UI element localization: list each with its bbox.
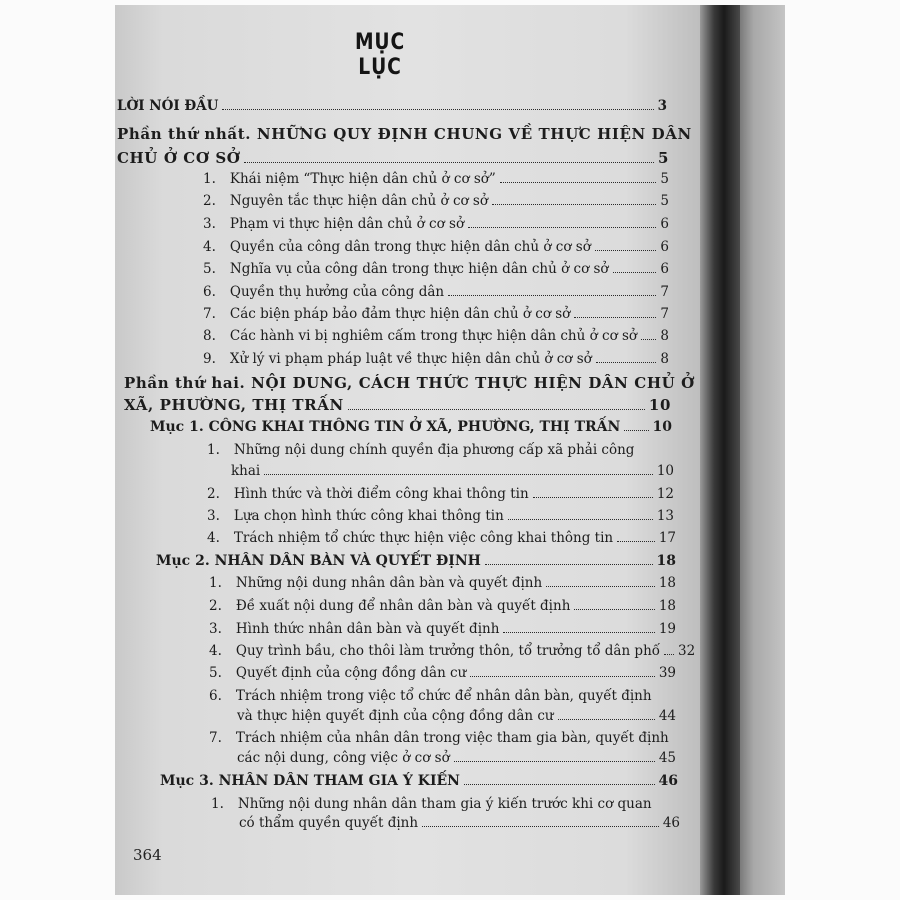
toc-page-number: 5 [660,193,669,209]
toc-page-number: 45 [658,750,676,766]
toc-page-number: 46 [658,773,678,789]
item-label: Quyền của công dân trong thực hiện dân chủ ở cơ sở [229,239,591,255]
toc-page-number: 7 [660,306,669,322]
leader-dots [546,586,655,587]
toc-entry-intro[interactable] [117,98,667,114]
toc-item[interactable] [209,730,679,746]
item-number: 2. [209,598,222,614]
item-number: 9. [203,351,216,367]
item-label: Những nội dung nhân dân bàn và quyết định [235,575,543,591]
toc-item-continuation[interactable] [237,708,676,724]
leader-dots [617,541,655,542]
item-number: 8. [203,328,216,344]
toc-item[interactable] [203,328,669,344]
leader-dots [533,497,653,498]
toc-item[interactable] [203,171,669,187]
item-number: 5. [209,665,222,681]
toc-part-heading: Phần thứ nhất. NHỮNG QUY ĐỊNH CHUNG VỀ THỰC HIỆN DÂN [117,125,692,143]
item-number: 3. [207,508,220,524]
toc-page-number: 6 [660,261,669,277]
toc-item[interactable] [207,508,674,524]
item-label-cont: khai [231,463,261,479]
toc-item[interactable] [203,216,669,232]
item-label: Trách nhiệm tổ chức thực hiện việc công khai thông tin [233,530,614,546]
item-label: Hình thức nhân dân bàn và quyết định [235,621,500,637]
item-number: 4. [207,530,220,546]
leader-dots [222,109,653,110]
item-label: Những nội dung chính quyền địa phương cấp xã phải công [233,442,635,458]
item-label: Quyết định của cộng đồng dân cư [235,665,467,681]
toc-part1-line2[interactable] [117,149,669,167]
toc-item-continuation[interactable] [239,815,680,831]
item-label: Xử lý vi phạm pháp luật về thực hiện dân chủ ở cơ sở [229,351,592,367]
item-number: 7. [203,306,216,322]
item-number: 6. [209,688,222,704]
toc-part-heading-cont: CHỦ Ở CƠ SỞ [117,149,241,167]
leader-dots [613,272,657,273]
toc-item[interactable] [211,796,681,812]
toc-item[interactable] [203,261,669,277]
toc-page-number: 18 [658,598,676,614]
item-label-cont: các nội dung, công việc ở cơ sở [237,750,450,766]
toc-page-number: 44 [658,708,676,724]
toc-page-number: 18 [656,553,676,569]
toc-section-heading: Mục 2. NHÂN DÂN BÀN VÀ QUYẾT ĐỊNH [156,553,481,569]
item-label: Các hành vi bị nghiêm cấm trong thực hiện dân chủ ở cơ sở [229,328,638,344]
toc-part-heading-cont: XÃ, PHƯỜNG, THỊ TRẤN [124,396,344,414]
toc-item[interactable] [209,643,696,659]
toc-item[interactable] [209,621,676,637]
toc-page-number: 8 [660,351,669,367]
leader-dots [485,564,653,565]
item-number: 2. [203,193,216,209]
leader-dots [558,719,655,720]
toc-item[interactable] [203,239,669,255]
toc-page-number: 46 [662,815,680,831]
toc-page-number: 17 [658,530,676,546]
leader-dots [422,826,659,827]
item-number: 4. [203,239,216,255]
book-gutter [700,5,740,895]
leader-dots [503,632,654,633]
item-label: Quy trình bầu, cho thôi làm trưởng thôn, tổ trưởng tổ dân phố [235,643,661,659]
toc-item[interactable] [207,442,677,458]
toc-page-number: 12 [656,486,674,502]
leader-dots [508,519,653,520]
item-number: 6. [203,284,216,300]
toc-entry-label: LỜI NÓI ĐẦU [117,98,219,114]
item-number: 3. [203,216,216,232]
item-number: 1. [209,575,222,591]
toc-section-muc3[interactable] [160,773,678,789]
toc-item[interactable] [209,688,679,704]
toc-page-number: 10 [648,396,671,414]
item-number: 1. [207,442,220,458]
toc-section-heading: Mục 1. CÔNG KHAI THÔNG TIN Ở XÃ, PHƯỜNG, THỊ TRẤN [150,419,621,435]
toc-page-number: 32 [678,643,696,659]
leader-dots [348,409,645,410]
leader-dots [500,182,657,183]
leader-dots [624,430,648,431]
item-label: Quyền thụ hưởng của công dân [229,284,445,300]
item-label: Trách nhiệm của nhân dân trong việc tham gia bàn, quyết định [235,730,669,746]
item-number: 3. [209,621,222,637]
toc-page-number: 10 [656,463,674,479]
leader-dots [464,784,655,785]
page-number: 364 [133,846,162,864]
leader-dots [574,317,656,318]
item-label: Hình thức và thời điểm công khai thông tin [233,486,529,502]
item-number: 7. [209,730,222,746]
toc-item[interactable] [203,284,669,300]
leader-dots [641,339,656,340]
leader-dots [468,227,656,228]
toc-item[interactable] [203,306,669,322]
leader-dots [595,250,657,251]
toc-item-continuation[interactable] [231,463,674,479]
item-label: Nghĩa vụ của công dân trong thực hiện dân chủ ở cơ sở [229,261,609,277]
item-number: 5. [203,261,216,277]
leader-dots [596,362,657,363]
toc-item[interactable] [209,598,676,614]
toc-part1-line1[interactable] [117,125,692,143]
leader-dots [492,204,656,205]
page-title: MỤC LỤC [354,30,406,80]
toc-section-muc1[interactable] [150,419,672,435]
toc-page-number: 7 [660,284,669,300]
toc-page-number: 8 [660,328,669,344]
toc-item-continuation[interactable] [237,750,676,766]
toc-section-muc2[interactable] [156,553,676,569]
leader-dots [664,654,674,655]
item-number: 2. [207,486,220,502]
toc-page-number: 10 [652,419,672,435]
toc-page-number: 39 [658,665,676,681]
toc-page-number: 19 [658,621,676,637]
item-label: Đề xuất nội dung để nhân dân bàn và quyết định [235,598,571,614]
item-number: 1. [203,171,216,187]
item-label: Khái niệm “Thực hiện dân chủ ở cơ sở” [229,171,496,187]
toc-item[interactable] [207,530,676,546]
toc-page-number: 13 [656,508,674,524]
toc-part2-line2[interactable] [124,396,671,414]
toc-page-number: 6 [660,216,669,232]
toc-page-number: 6 [660,239,669,255]
toc-item[interactable] [207,486,674,502]
toc-item[interactable] [203,193,669,209]
toc-page-number: 5 [657,149,669,167]
leader-dots [448,295,656,296]
item-label: Trách nhiệm trong việc tổ chức để nhân dân bàn, quyết định [235,688,652,704]
toc-item[interactable] [209,665,676,681]
leader-dots [454,761,655,762]
toc-part2-line1[interactable] [124,374,695,392]
toc-page-number: 5 [660,171,669,187]
leader-dots [244,162,654,163]
toc-item[interactable] [209,575,676,591]
item-label: Nguyên tắc thực hiện dân chủ ở cơ sở [229,193,488,209]
item-number: 4. [209,643,222,659]
leader-dots [574,609,654,610]
item-label: Những nội dung nhân dân tham gia ý kiến trước khi cơ quan [237,796,652,812]
leader-dots [470,676,654,677]
toc-item[interactable] [203,351,669,367]
item-label-cont: và thực hiện quyết định của cộng đồng dân cư [237,708,554,724]
item-label-cont: có thẩm quyền quyết định [239,815,419,831]
item-label: Các biện pháp bảo đảm thực hiện dân chủ ở cơ sở [229,306,571,322]
item-number: 1. [211,796,224,812]
toc-part-heading: Phần thứ hai. NỘI DUNG, CÁCH THỨC THỰC HIỆN DÂN CHỦ Ở [124,374,695,392]
item-label: Phạm vi thực hiện dân chủ ở cơ sở [229,216,465,232]
toc-page-number: 3 [657,98,667,114]
toc-page-number: 18 [658,575,676,591]
leader-dots [264,474,653,475]
item-label: Lựa chọn hình thức công khai thông tin [233,508,504,524]
facing-page-edge [740,5,785,895]
toc-section-heading: Mục 3. NHÂN DÂN THAM GIA Ý KIẾN [160,773,460,789]
